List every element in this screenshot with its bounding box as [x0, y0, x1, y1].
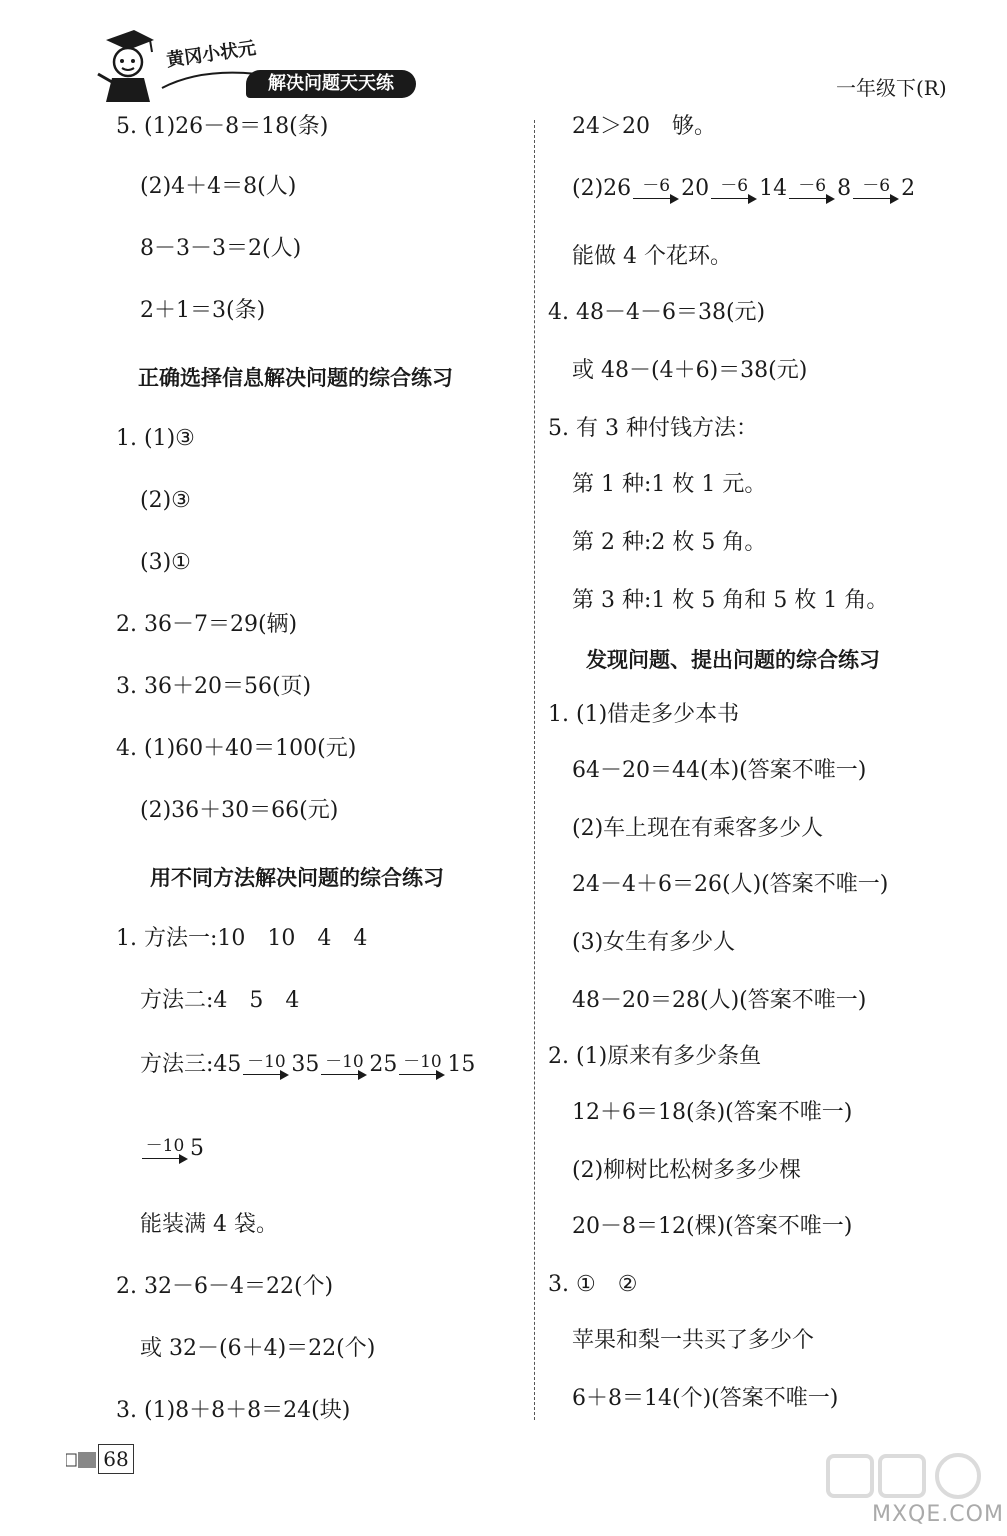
right-arrow-icon [142, 1154, 188, 1164]
arrow-step: －6 [633, 178, 679, 204]
answer-line: 5. 有 3 种付钱方法： [548, 416, 758, 441]
answer-line: 第 1 种:1 枚 1 元。 [572, 472, 767, 497]
chain-value: 5 [190, 1136, 204, 1161]
answer-line: 第 2 种:2 枚 5 角。 [572, 530, 767, 555]
answer-line: 48－20＝28(人)(答案不唯一) [572, 988, 867, 1013]
chain-value: 8 [837, 176, 852, 201]
answer-line: 苹果和梨一共买了多少个 [572, 1328, 815, 1353]
arrow-step: －6 [789, 178, 835, 204]
answer-line: (2)4＋4＝8(人) [140, 174, 297, 199]
arrow-chain-continued [140, 1134, 204, 1164]
chain-start: 方法三:45 [140, 1052, 242, 1077]
section-heading: 用不同方法解决问题的综合练习 [150, 866, 444, 890]
answer-line: 2＋1＝3(条) [140, 298, 266, 323]
answer-line: (2)柳树比松树多多少棵 [572, 1158, 802, 1183]
answer-line: 1. 方法一:10 10 4 4 [116, 926, 368, 951]
chain-value: 35 [291, 1052, 320, 1077]
arrow-chain [140, 1050, 475, 1080]
arrow-chain [572, 174, 915, 204]
section-heading: 发现问题、提出问题的综合练习 [586, 648, 880, 672]
answer-line: 24－4＋6＝26(人)(答案不唯一) [572, 872, 889, 897]
answer-line: 64－20＝44(本)(答案不唯一) [572, 758, 867, 783]
answer-line: 或 48－(4＋6)＝38(元) [572, 358, 808, 383]
answer-line: 能装满 4 袋。 [140, 1212, 278, 1237]
watermark-text: MXQE.COM [872, 1502, 1004, 1527]
answer-line: 12＋6＝18(条)(答案不唯一) [572, 1100, 853, 1125]
right-arrow-icon [321, 1070, 367, 1080]
answer-line: 2. 36－7＝29(辆) [116, 612, 298, 637]
chain-value: 20 [681, 176, 710, 201]
right-arrow-icon [633, 194, 679, 204]
grade-label: 一年级下(R) [836, 76, 947, 100]
answer-line: 3. 36＋20＝56(页) [116, 674, 312, 699]
chain-value: 2 [901, 176, 916, 201]
answer-line: 1. (1)③ [116, 426, 195, 451]
header-banner: 解决问题天天练 [246, 70, 416, 98]
arrow-step: －6 [711, 178, 757, 204]
right-arrow-icon [711, 194, 757, 204]
answer-line: (3)女生有多少人 [572, 930, 736, 955]
answer-line: 1. (1)借走多少本书 [548, 702, 740, 727]
page-number: 68 [98, 1444, 134, 1474]
answer-line: 4. (1)60＋40＝100(元) [116, 736, 357, 761]
chain-value: 14 [759, 176, 788, 201]
arrow-step: －6 [853, 178, 899, 204]
right-arrow-icon [399, 1070, 445, 1080]
chain-value: 25 [369, 1052, 398, 1077]
chain-value: 15 [447, 1052, 476, 1077]
right-arrow-icon [243, 1070, 289, 1080]
arrow-step: －10 [321, 1054, 367, 1080]
answer-line: 能做 4 个花环。 [572, 244, 732, 269]
watermark-logo-icon [826, 1452, 986, 1502]
arrow-step: －10 [243, 1054, 289, 1080]
answer-line: 8－3－3＝2(人) [140, 236, 302, 261]
answer-line: 3. (1)8＋8＋8＝24(块) [116, 1398, 351, 1423]
answer-line: 20－8＝12(棵)(答案不唯一) [572, 1214, 853, 1239]
logo-text: 黄冈小状元 [165, 37, 258, 72]
arrow-step: －10 [142, 1138, 188, 1164]
answer-line: 第 3 种:1 枚 5 角和 5 枚 1 角。 [572, 588, 889, 613]
column-divider [534, 120, 535, 1420]
answer-line: 6＋8＝14(个)(答案不唯一) [572, 1386, 839, 1411]
answer-line: (3)① [140, 550, 191, 575]
swoosh-decoration [160, 62, 260, 92]
answer-line: 5. (1)26－8＝18(条) [116, 114, 329, 139]
answer-line: (2)36＋30＝66(元) [140, 798, 339, 823]
answer-line: 24＞20 够。 [572, 114, 716, 139]
right-arrow-icon [789, 194, 835, 204]
chain-start: (2)26 [572, 176, 632, 201]
page-decoration-icon [66, 1450, 98, 1470]
answer-line: 或 32－(6＋4)＝22(个) [140, 1336, 376, 1361]
arrow-step: －10 [399, 1054, 445, 1080]
answer-line: 方法二:4 5 4 [140, 988, 300, 1013]
answer-line: (2)③ [140, 488, 191, 513]
mascot-logo-icon [92, 28, 162, 104]
answer-line: 3. ① ② [548, 1272, 638, 1297]
right-arrow-icon [853, 194, 899, 204]
answer-line: 2. (1)原来有多少条鱼 [548, 1044, 762, 1069]
answer-line: (2)车上现在有乘客多少人 [572, 816, 824, 841]
section-heading: 正确选择信息解决问题的综合练习 [138, 366, 453, 390]
answer-line: 2. 32－6－4＝22(个) [116, 1274, 334, 1299]
answer-line: 4. 48－4－6＝38(元) [548, 300, 766, 325]
